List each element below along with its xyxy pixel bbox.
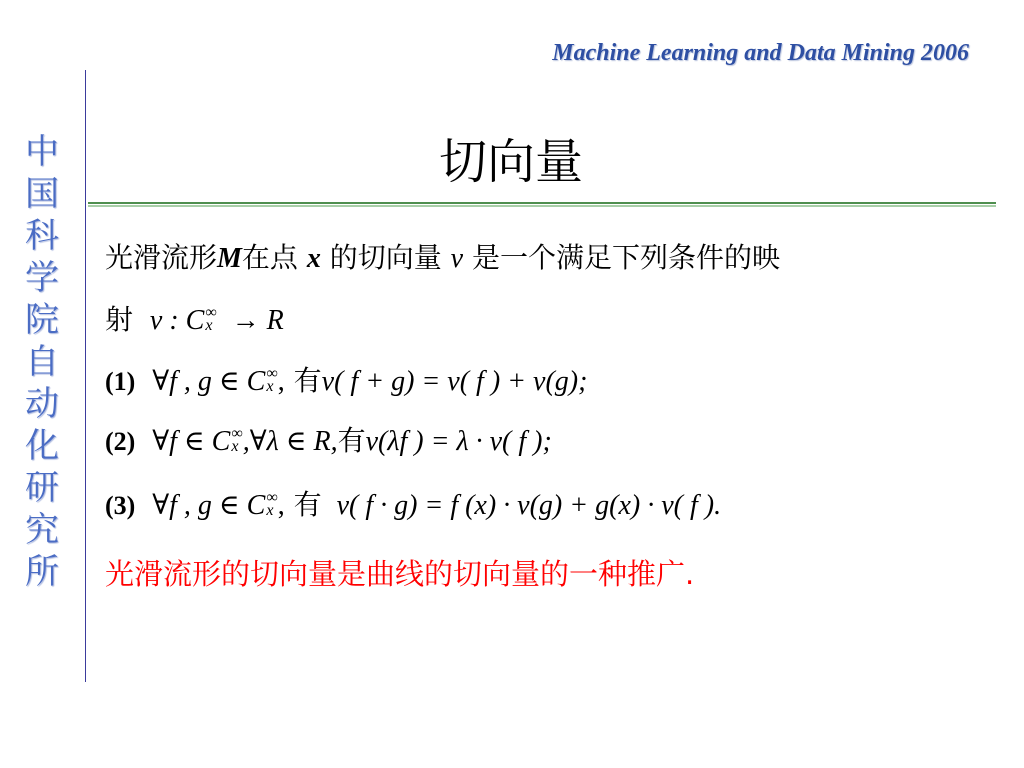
- definition-line-2: [105, 300, 284, 341]
- title-divider-shadow: [88, 205, 996, 207]
- superscript: ∞: [266, 489, 278, 506]
- map-formula-lhs: v : C: [149, 305, 205, 336]
- condition-quantifier: ∀f , g ∈ C: [152, 490, 266, 521]
- institute-char: 所: [25, 552, 59, 592]
- vector-symbol: v: [450, 243, 464, 274]
- superscript: ∞: [205, 304, 217, 321]
- map-formula-script: [205, 306, 216, 332]
- definition-text: 射: [105, 303, 134, 336]
- condition-you: 有: [337, 424, 366, 457]
- definition-line-1: [105, 238, 780, 279]
- condition-2: [105, 421, 552, 462]
- institute-char: 动: [25, 384, 59, 424]
- condition-quantifier: ∀f ∈ C: [152, 426, 231, 457]
- superscript: ∞: [266, 365, 278, 382]
- institute-char: 中: [25, 132, 59, 172]
- condition-label: (2): [105, 427, 136, 456]
- condition-separator: ,∀λ ∈ R,: [242, 426, 338, 457]
- condition-you: 有: [293, 364, 322, 397]
- condition-formula: v( f · g) = f (x) · v(g) + g(x) · v( f ).: [336, 490, 722, 521]
- condition-label: (3): [105, 491, 136, 520]
- definition-text: 光滑流形: [105, 241, 218, 274]
- condition-formula: v(λf ) = λ · v( f );: [365, 426, 552, 457]
- condition-script: [266, 491, 277, 517]
- definition-text: 在点: [241, 241, 298, 274]
- subscript: x: [266, 378, 274, 395]
- institute-char: 国: [25, 174, 59, 214]
- subscript: x: [231, 438, 239, 455]
- summary-statement: 光滑流形的切向量是曲线的切向量的一种推广.: [105, 557, 695, 591]
- definition-text: 的切向量: [329, 241, 442, 274]
- condition-script: [266, 367, 277, 393]
- condition-quantifier: ∀f , g ∈ C: [152, 366, 266, 397]
- superscript: ∞: [231, 425, 243, 442]
- point-symbol: x: [306, 243, 321, 274]
- condition-script: [231, 427, 242, 453]
- subscript: x: [266, 502, 274, 519]
- institute-char: 自: [25, 342, 59, 382]
- slide-title: 切向量: [438, 134, 583, 190]
- title-divider: [88, 202, 996, 204]
- course-header: Machine Learning and Data Mining 2006: [552, 40, 969, 66]
- manifold-symbol: M: [217, 243, 242, 274]
- institute-char: 究: [25, 510, 59, 550]
- institute-char: 科: [25, 216, 59, 256]
- condition-separator: ,: [277, 366, 285, 397]
- institute-vertical-label: [22, 131, 62, 593]
- institute-char: 研: [25, 468, 59, 508]
- subscript: x: [205, 317, 213, 334]
- condition-1: [105, 361, 587, 402]
- condition-3: [105, 485, 721, 526]
- institute-char: 化: [25, 426, 59, 466]
- condition-formula: v( f + g) = v( f ) + v(g);: [321, 366, 588, 397]
- definition-text: 是一个满足下列条件的映: [472, 241, 781, 274]
- institute-char: 院: [25, 300, 59, 340]
- condition-you: 有: [293, 488, 322, 521]
- condition-label: (1): [105, 367, 136, 396]
- map-formula-rhs: → R: [231, 305, 284, 336]
- institute-char: 学: [25, 258, 59, 298]
- condition-separator: ,: [277, 490, 285, 521]
